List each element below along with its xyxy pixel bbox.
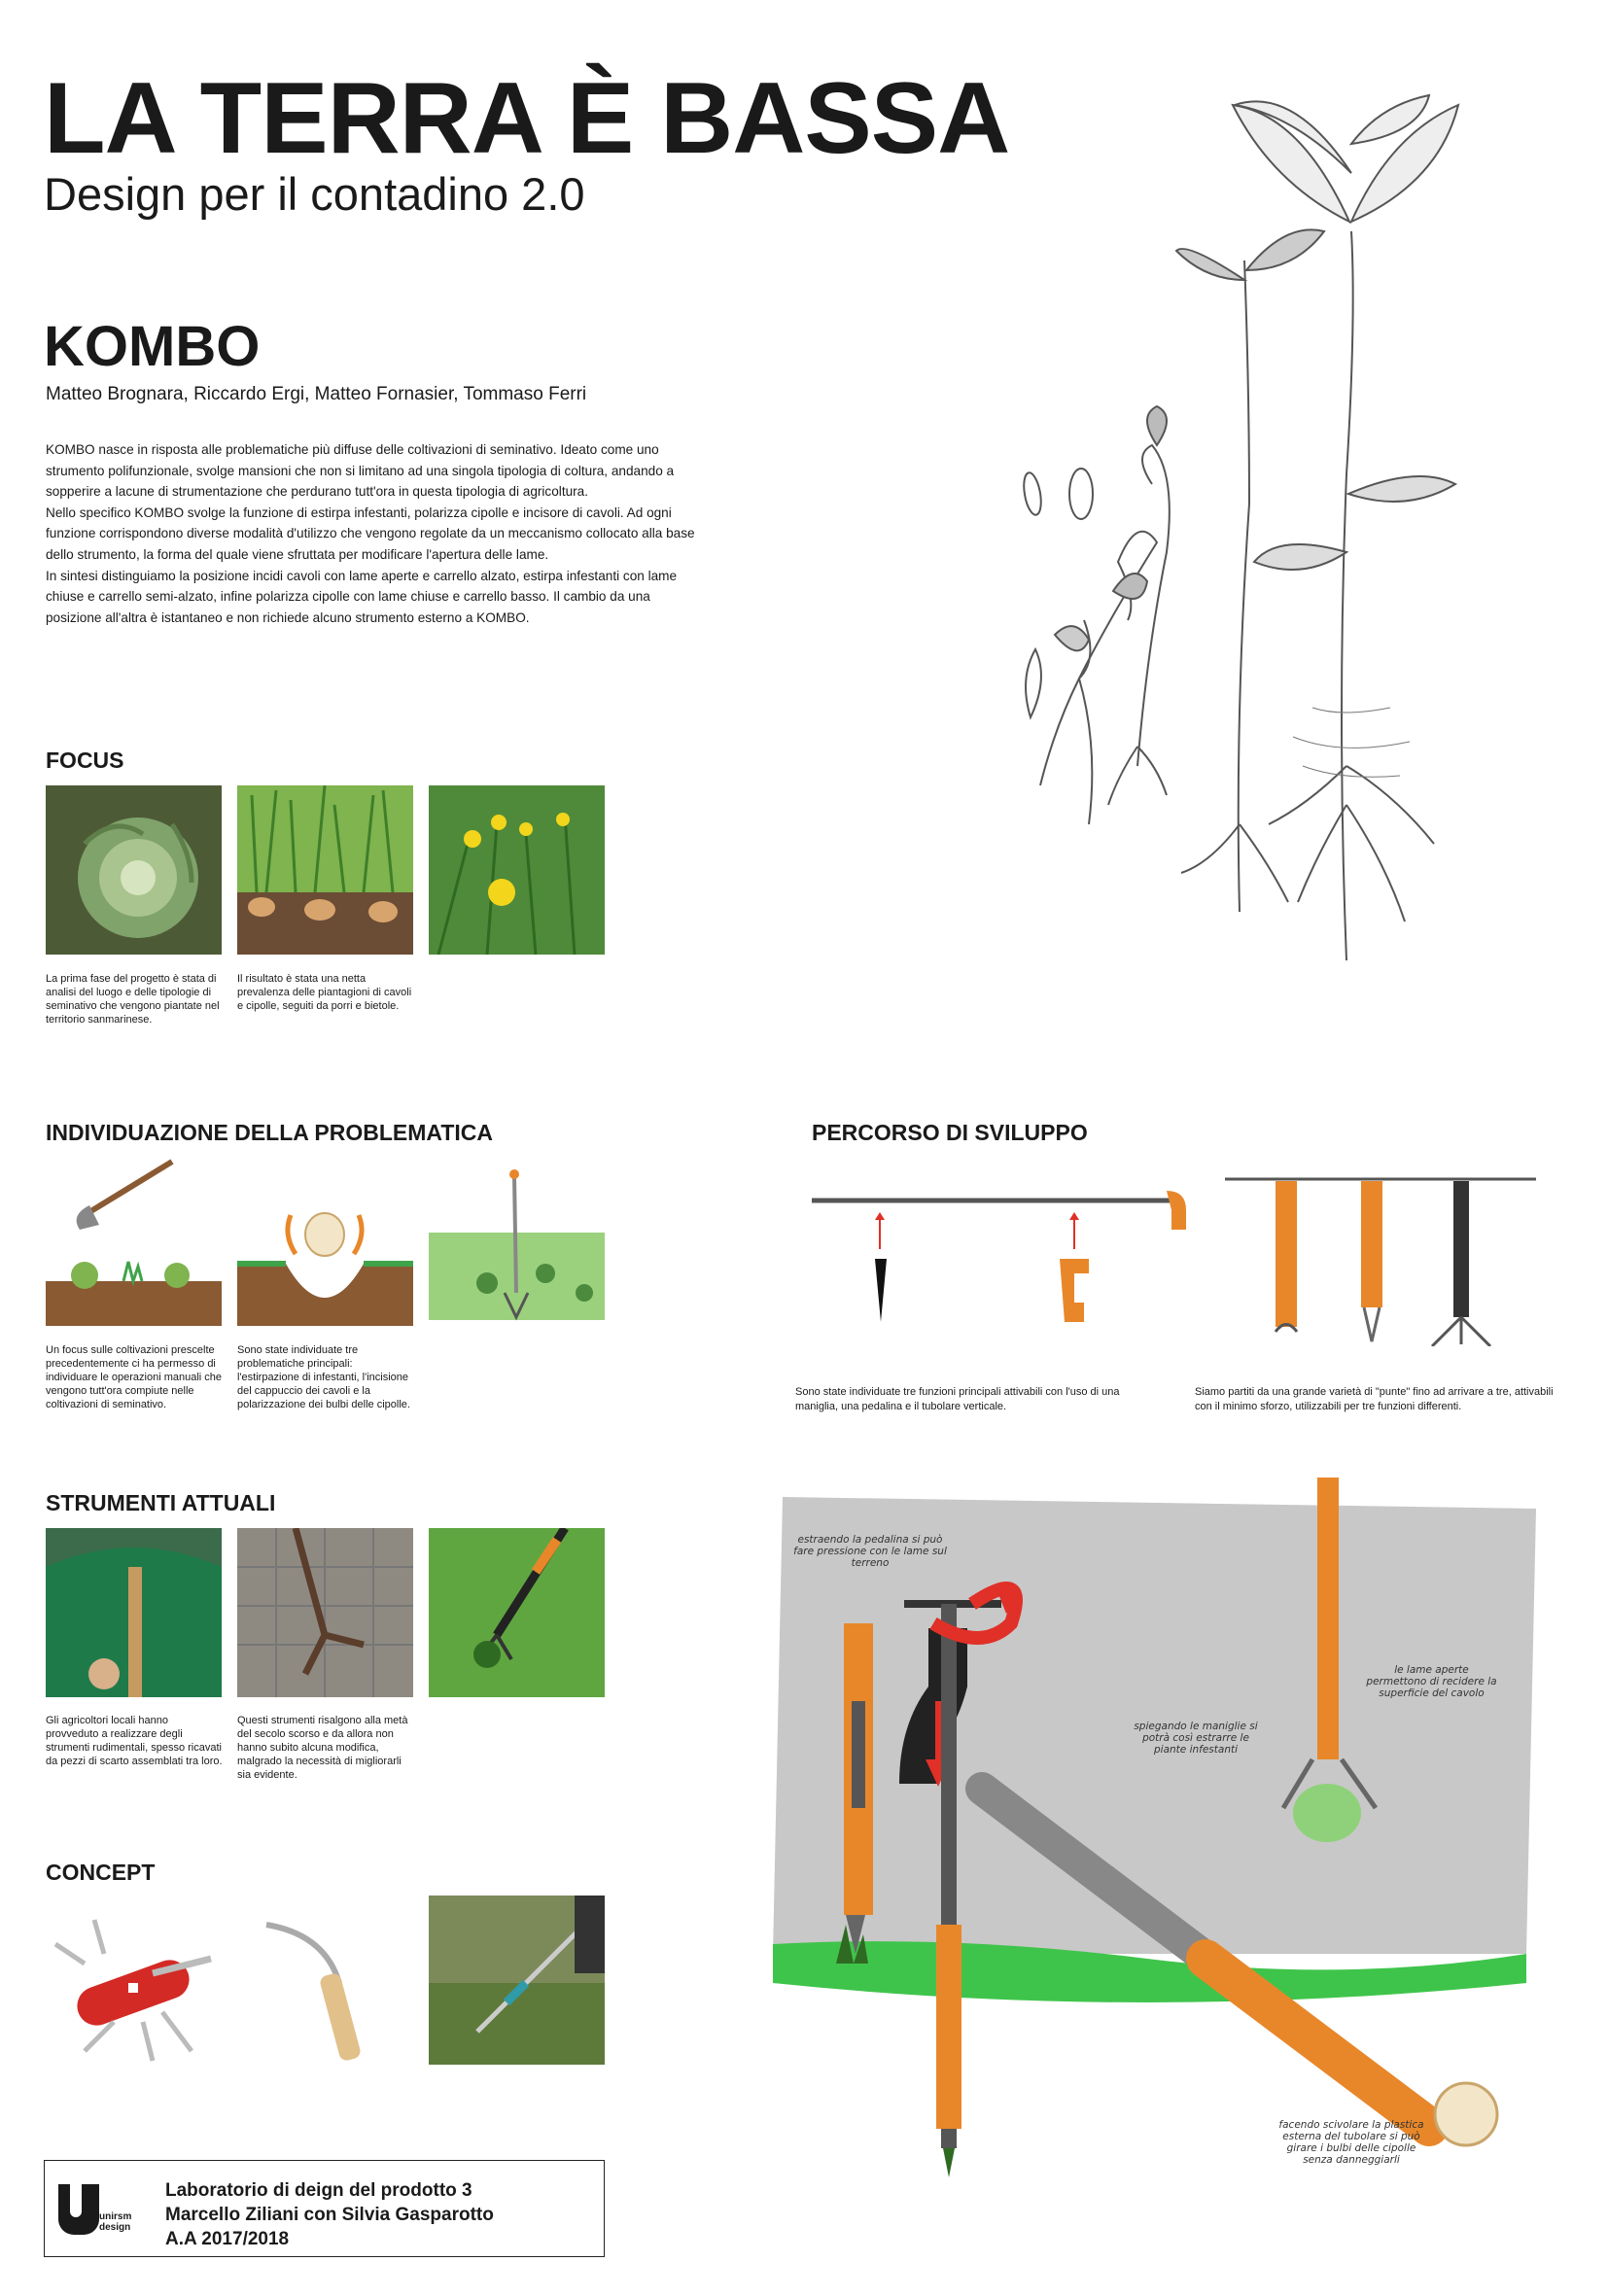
problem-caption: Sono state individuate tre problematiche principali: l'estirpazione di infestanti, l'incisione del cappuccio dei cavoli e la polarizzazione dei bulbi delle cipolle.: [237, 1344, 410, 1410]
logo-label: unirsm design: [99, 2211, 132, 2233]
tips-illustration: [1225, 1171, 1546, 1346]
intro-paragraph: KOMBO nasce in risposta alle problematiche più diffuse delle coltivazioni di seminativo. Ideato come uno strumento polifunzionale, svolge mansioni che non si limitano ad una singola tipologia di coltura, andando a sopperire a lacune di strumentazione che perdurano tutt'ora in questa tipologia di agricoltura.: [46, 442, 675, 500]
focus-caption: Il risultato è stata una netta prevalenza delle piantagioni di cavoli e cipolle, seguiti da porri e bietole.: [237, 973, 412, 1012]
kombo-rendering: [758, 1478, 1536, 2177]
poster-title: LA TERRA È BASSA: [44, 62, 1010, 175]
course-line: A.A 2017/2018: [165, 2229, 290, 2249]
development-heading: PERCORSO DI SVILUPPO: [812, 1120, 1088, 1145]
development-caption: Siamo partiti da una grande varietà di "punte" fino ad arrivare a tre, attivabili con il minimo sforzo, utilizzabili per tre funzioni differenti.: [1195, 1386, 1554, 1412]
project-intro: [46, 439, 707, 628]
farmer-tool-photo: [46, 1528, 222, 1697]
development-caption: Sono state individuate tre funzioni principali attivabili con l'uso di una maniglia, una pedalina e il tubolare verticale.: [795, 1386, 1120, 1412]
intro-paragraph: Nello specifico KOMBO svolge la funzione di estirpa infestanti, polarizza cipolle e incisore di cavoli. Ad ogni funzione corrispondono diverse modalità d'utilizzo che vengono regolate da un meccanismo collocato alla base dello strumento, la forma del quale viene sfruttata per modificare l'apertura delle lame.: [46, 504, 695, 562]
intro-paragraph: In sintesi distinguiamo la posizione incidi cavoli con lame aperte e carrello alzato, estirpa infestanti con lame chiuse e carrello semi-alzato, infine polarizza cipolle con lame chiuse e carrello basso. Il cambio da una posizione all'altra è istantaneo e non richiede alcuno strumento esterno a KOMBO.: [46, 568, 678, 625]
dandelion-photo: [429, 785, 605, 955]
rusty-weeder-photo: [237, 1528, 413, 1697]
hoe-weeding-illustration: [46, 1157, 222, 1326]
project-authors: Matteo Brognara, Riccardo Ergi, Matteo Fornasier, Tommaso Ferri: [46, 384, 587, 404]
tools-caption: Gli agricoltori locali hanno provveduto a realizzare degli strumenti rudimentali, spesso ricavati da pezzi di scarto assemblati tra loro.: [46, 1715, 223, 1767]
sickle-image: [237, 1905, 413, 2074]
annotation-sleeve: facendo scivolare la plastica esterna del tubolare si può girare i bulbi delle cipolle senza danneggiarli: [1278, 2119, 1424, 2166]
problem-heading: INDIVIDUAZIONE DELLA PROBLEMATICA: [46, 1120, 493, 1145]
focus-heading: FOCUS: [46, 748, 124, 773]
course-line: Marcello Ziliani con Silvia Gasparotto: [165, 2205, 494, 2225]
annotation-blades: le lame aperte permettono di recidere la superficie del cavolo: [1366, 1664, 1497, 1699]
onion-field-photo: [237, 785, 413, 955]
handle-pedal-illustration: [807, 1171, 1196, 1337]
annotation-handles: spiegando le maniglie si potrà così estrarre le piante infestanti: [1134, 1721, 1258, 1756]
project-name: KOMBO: [44, 315, 261, 378]
concept-tool-photo: [429, 1896, 605, 2065]
swiss-knife-image: [46, 1905, 222, 2074]
tools-heading: STRUMENTI ATTUALI: [46, 1490, 276, 1515]
modern-weeder-photo: [429, 1528, 605, 1697]
kombo-use-illustration: [429, 1157, 605, 1326]
course-line: Laboratorio di deign del prodotto 3: [165, 2180, 472, 2201]
plant-growth-illustration: [1001, 86, 1585, 990]
problem-caption: Un focus sulle coltivazioni prescelte precedentemente ci ha permesso di individuare le operazioni manuali che vengono tutt'ora compiute nelle coltivazioni di seminativo.: [46, 1344, 223, 1410]
tools-caption: Questi strumenti risalgono alla metà del secolo scorso e da allora non hanno subito alcuna modifica, malgrado la necessità di migliorarli sia evidente.: [237, 1715, 408, 1781]
cabbage-photo: [46, 785, 222, 955]
poster-subtitle: Design per il contadino 2.0: [44, 168, 585, 220]
course-credits-box: [44, 2160, 605, 2257]
concept-heading: CONCEPT: [46, 1860, 156, 1885]
focus-caption: La prima fase del progetto è stata di analisi del luogo e delle tipologie di seminativo che vengono piantate nel territorio sanmarinese.: [46, 973, 220, 1026]
unirsm-design-logo: [58, 2184, 99, 2235]
onion-soil-illustration: [237, 1157, 413, 1326]
annotation-pedal: estraendo la pedalina si può fare pressione con le lame sul terreno: [793, 1534, 947, 1569]
course-credits: [165, 2178, 494, 2251]
